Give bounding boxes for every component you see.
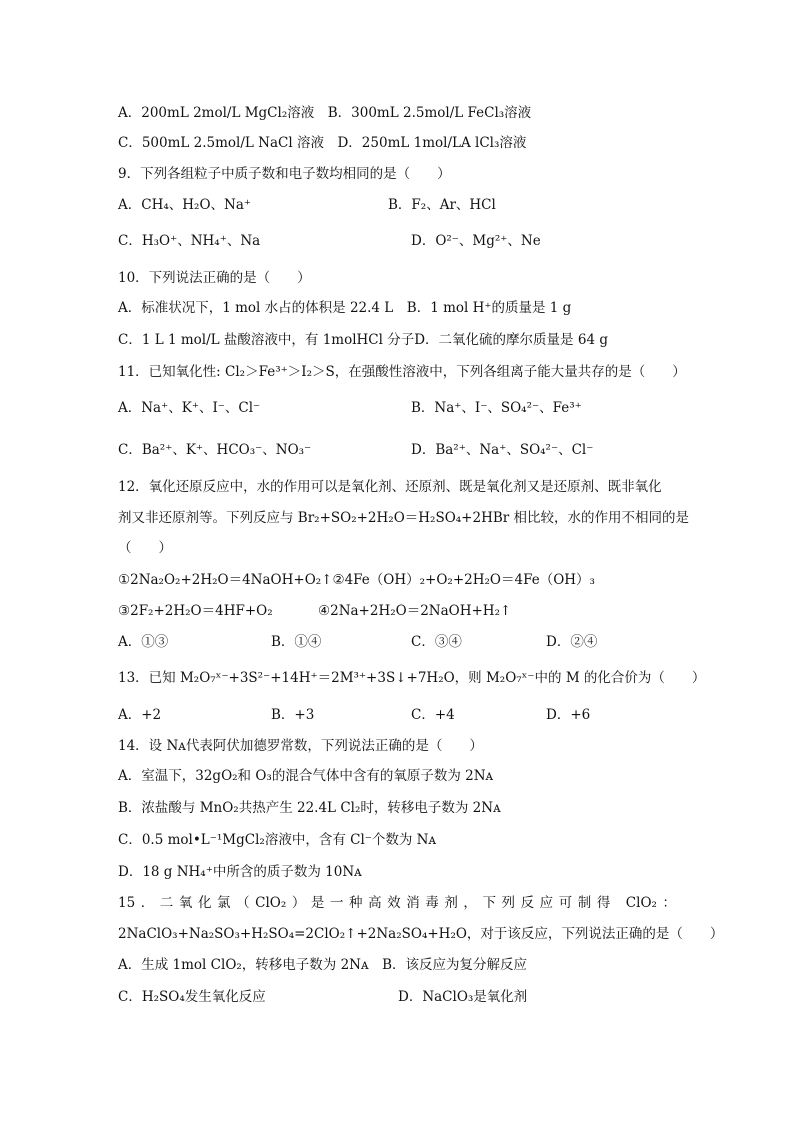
q13-option-c: C．+4 xyxy=(411,707,455,723)
q12-stem-line3: （ ） xyxy=(118,540,172,556)
q12-stem-line1: 12．氧化还原反应中，水的作用可以是氧化剂、还原剂、既是氧化剂又是还原剂、既非氧化 xyxy=(118,479,662,495)
q12-stem-line2: 剂又非还原剂等。下列反应与 Br₂+SO₂+2H₂O＝H₂SO₄+2HBr 相比较，水的作用不相同的是 xyxy=(118,510,690,526)
q11-option-b: B．Na⁺、I⁻、SO₄²⁻、Fe³⁺ xyxy=(411,400,582,416)
q12-reaction-4: ④2Na+2H₂O＝2NaOH+H₂↑ xyxy=(318,603,512,619)
q12-option-a: A．①③ xyxy=(118,634,169,650)
q14-option-c: C．0.5 mol•L⁻¹MgCl₂溶液中，含有 Cl⁻个数为 Nᴀ xyxy=(118,832,437,848)
q13-stem: 13．已知 M₂O₇ˣ⁻+3S²⁻+14H⁺＝2M³⁺+3S↓+7H₂O，则 M₂O₇ˣ⁻中的 M 的化合价为（ ） xyxy=(118,670,706,686)
q12-reactions-1-2: ①2Na₂O₂+2H₂O＝4NaOH+O₂↑②4Fe（OH）₂+O₂+2H₂O＝4Fe（OH）₃ xyxy=(118,572,595,588)
q15-stem-line2: 2NaClO₃+Na₂SO₃+H₂SO₄=2ClO₂↑+2Na₂SO₄+H₂O，对于该反应，下列说法正确的是（ ） xyxy=(118,926,724,942)
q12-reaction-3: ③2F₂+2H₂O＝4HF+O₂ xyxy=(118,603,273,619)
q15-options-ab: A．生成 1mol ClO₂，转移电子数为 2Nᴀ B．该反应为复分解反应 xyxy=(118,957,528,973)
q13-option-d: D．+6 xyxy=(546,707,591,723)
q15-stem-line1: 15．二氧化氯（ClO₂）是一种高效消毒剂，下列反应可制得 ClO₂： xyxy=(118,895,676,911)
q9-stem: 9．下列各组粒子中质子数和电子数均相同的是（ ） xyxy=(118,166,451,182)
q10-options-cd: C．1 L 1 mol/L 盐酸溶液中，有 1molHCl 分子D．二氧化硫的摩尔质量是 64 g xyxy=(118,332,608,348)
q14-option-d: D．18 g NH₄⁺中所含的质子数为 10Nᴀ xyxy=(118,864,362,880)
q15-option-c: C．H₂SO₄发生氧化反应 xyxy=(118,989,266,1005)
q8-options-ab: A．200mL 2mol/L MgCl₂溶液 B．300mL 2.5mol/L FeCl₃溶液 xyxy=(118,105,532,121)
q12-option-b: B．①④ xyxy=(271,634,322,650)
q13-option-a: A．+2 xyxy=(118,707,162,723)
q14-stem: 14．设 Nᴀ代表阿伏加德罗常数，下列说法正确的是（ ） xyxy=(118,738,483,754)
q15-option-d: D．NaClO₃是氧化剂 xyxy=(398,989,528,1005)
q9-option-a: A．CH₄、H₂O、Na⁺ xyxy=(118,197,252,213)
q9-option-c: C．H₃O⁺、NH₄⁺、Na xyxy=(118,233,261,249)
q11-option-a: A．Na⁺、K⁺、I⁻、Cl⁻ xyxy=(118,400,261,416)
q11-option-d: D．Ba²⁺、Na⁺、SO₄²⁻、Cl⁻ xyxy=(411,442,594,458)
q9-option-b: B．F₂、Ar、HCl xyxy=(388,197,496,213)
q12-option-d: D．②④ xyxy=(546,634,598,650)
q14-option-b: B．浓盐酸与 MnO₂共热产生 22.4L Cl₂时，转移电子数为 2Nᴀ xyxy=(118,800,501,816)
q11-option-c: C．Ba²⁺、K⁺、HCO₃⁻、NO₃⁻ xyxy=(118,442,312,458)
q11-stem: 11．已知氧化性: Cl₂＞Fe³⁺＞I₂＞S，在强酸性溶液中，下列各组离子能大量共存的是（ ） xyxy=(118,364,686,380)
q9-option-d: D．O²⁻、Mg²⁺、Ne xyxy=(411,233,541,249)
q13-option-b: B．+3 xyxy=(271,707,315,723)
q10-options-ab: A．标准状况下，1 mol 水占的体积是 22.4 L B．1 mol H⁺的质量是 1 g xyxy=(118,300,572,316)
q10-stem: 10．下列说法正确的是（ ） xyxy=(118,270,311,286)
q8-options-cd: C．500mL 2.5mol/L NaCl 溶液 D．250mL 1mol/LA lCl₃溶液 xyxy=(118,135,527,151)
q14-option-a: A．室温下，32gO₂和 O₃的混合气体中含有的氧原子数为 2Nᴀ xyxy=(118,768,494,784)
q12-option-c: C．③④ xyxy=(411,634,462,650)
